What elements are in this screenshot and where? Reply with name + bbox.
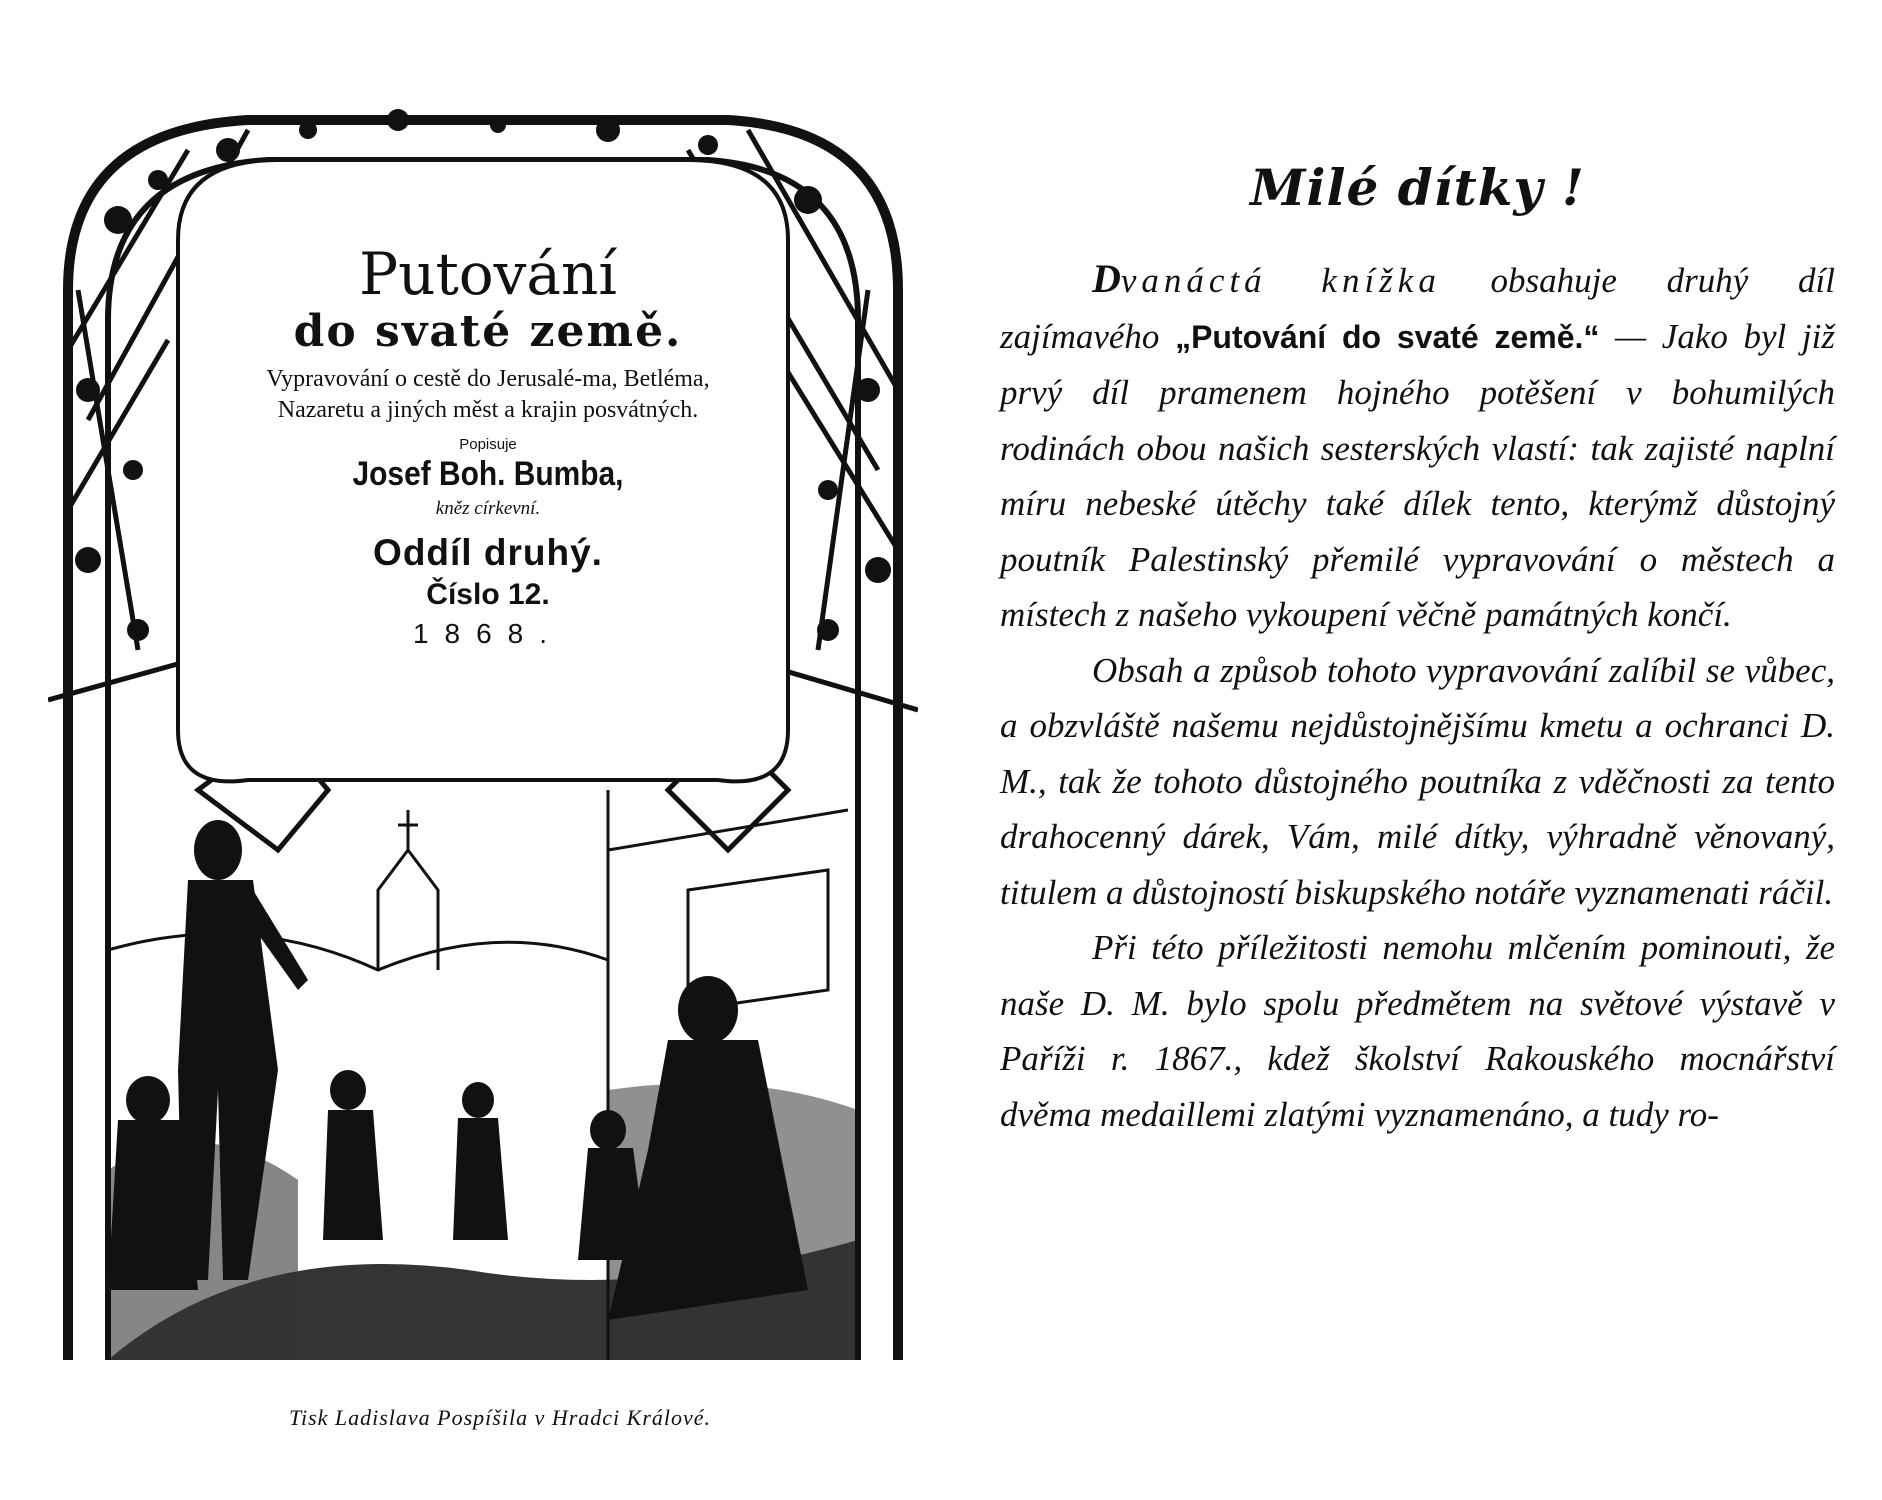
book-title: Putování: [359, 240, 617, 308]
book-description: Vypravování o cestě do Jerusalé-ma, Betléma, Nazaretu a jiných měst a krajin posvátných.: [266, 366, 710, 423]
drop-initial: D: [1092, 256, 1121, 301]
author-role: kněz církevní.: [435, 498, 541, 519]
author-name: Josef Boh. Bumba,: [352, 455, 624, 493]
paragraph-1-text-b: — Jako byl již prvý díl pramenem hojného potěšení v bohumilých rodinách obou našich sesterských vlastí: tak zajisté naplní míru nebeské útěchy také dílek tento, kterýmž důstojný poutník Palestinský přemilé vypravování o městech a místech z našeho vykoupení věčně památných končí.: [1000, 316, 1835, 634]
author-intro: Popisuje: [459, 436, 517, 453]
letter-heading: Milé dítky !: [1250, 158, 1585, 217]
printer-imprint: Tisk Ladislava Pospíšila v Hradci Králové.: [288, 1405, 712, 1430]
publication-year: 1868.: [412, 618, 564, 649]
paragraph-3: Při této příležitosti nemohu mlčením pominouti, že naše D. M. bylo spolu předmětem na světové výstavě v Paříži r. 1867., kdež školství Rakouského mocnářství dvěma medaillemi zlatými vyznamenáno, a tudy ro-: [1000, 928, 1835, 1134]
spaced-words: vanáctá knížka: [1120, 261, 1441, 300]
paragraph-1: [1000, 251, 1835, 643]
letter-page: [1000, 140, 1835, 1142]
bold-book-title: „Putování do svaté země.“: [1175, 318, 1600, 355]
title-cartouche: [208, 200, 768, 800]
title-plate-engraving: [48, 90, 918, 1400]
book-subtitle: do svaté země.: [293, 306, 683, 357]
issue-number: Číslo 12.: [426, 578, 550, 611]
paragraph-2: Obsah a způsob tohoto vypravování zalíbil se vůbec, a obzvláště našemu nejdůstojnějšímu kmetu a ochranci D. M., tak že tohoto důstojného poutníka z vděčnosti za tento drahocenný dárek, Vám, milé dítky, výhradně věnovaný, titulem a důstojností biskupského notáře vyznamenati ráčil.: [1000, 650, 1835, 912]
book-part: Oddíl druhý.: [373, 532, 603, 573]
paragraph-1-text-a: obsahuje druhý díl zajímavého: [1000, 261, 1835, 356]
